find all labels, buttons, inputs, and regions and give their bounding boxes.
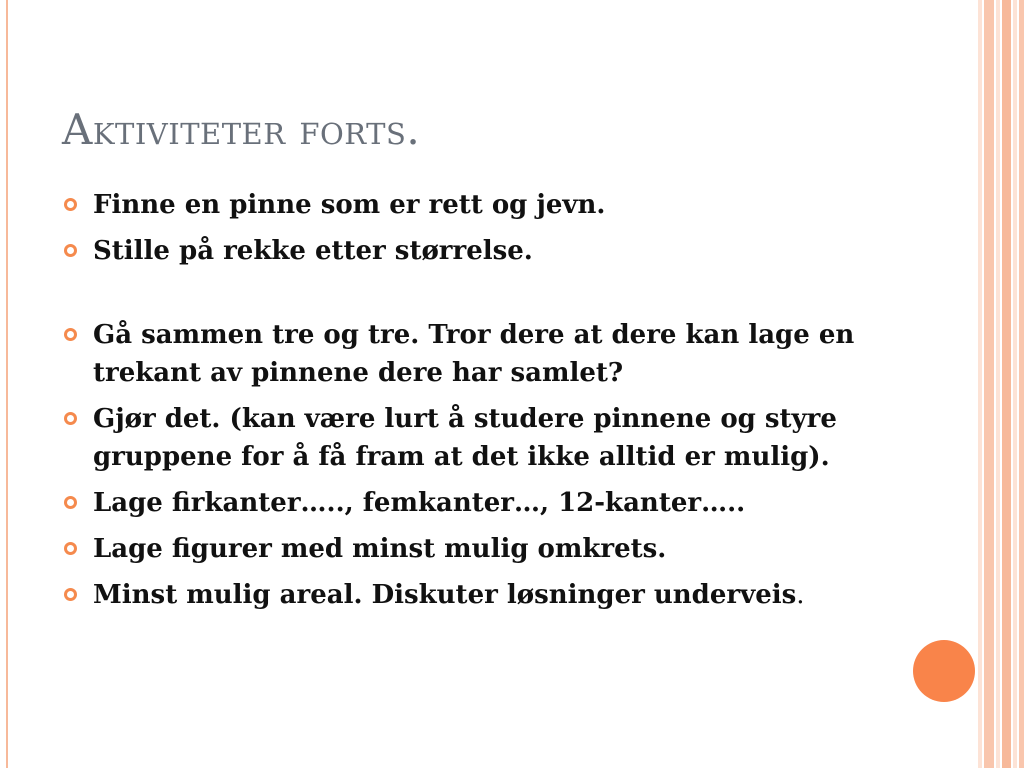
slide-title: Aktiviteter forts. <box>62 105 421 154</box>
bullet-item-5 <box>64 484 924 522</box>
bullet-circle-icon <box>64 412 77 425</box>
bullet-text: Finne en pinne som er rett og jevn. <box>93 190 606 220</box>
bullet-text: Gjør det. (kan være lurt å studere pinnene og styre gruppene for å få fram at det ikke alltid er mulig). <box>93 404 837 472</box>
bullet-circle-icon <box>64 198 77 211</box>
bullet-text-suffix: . <box>796 580 805 610</box>
bullet-text: Minst mulig areal. Diskuter løsninger underveis <box>93 580 797 610</box>
bullet-item-7 <box>64 576 924 614</box>
bullet-item-1 <box>64 186 924 224</box>
bullet-item-2 <box>64 232 924 270</box>
bullet-item-3 <box>64 316 924 392</box>
bullet-circle-icon <box>64 244 77 257</box>
bullet-text: Lage firkanter….., femkanter…, 12-kanter….. <box>93 488 746 518</box>
bullet-circle-icon <box>64 588 77 601</box>
bullet-item-4 <box>64 400 924 476</box>
bullet-circle-icon <box>64 496 77 509</box>
bullet-item-6 <box>64 530 924 568</box>
bullet-circle-icon <box>64 328 77 341</box>
bullet-list <box>64 186 924 622</box>
decorative-orange-circle <box>913 640 975 702</box>
bullet-circle-icon <box>64 542 77 555</box>
bullet-text: Lage figurer med minst mulig omkrets. <box>93 534 667 564</box>
bullet-text: Gå sammen tre og tre. Tror dere at dere kan lage en trekant av pinnene dere har samlet? <box>93 320 855 388</box>
bullet-text: Stille på rekke etter størrelse. <box>93 236 533 266</box>
right-decorative-stripes <box>978 0 1024 768</box>
left-border-line <box>6 0 8 768</box>
